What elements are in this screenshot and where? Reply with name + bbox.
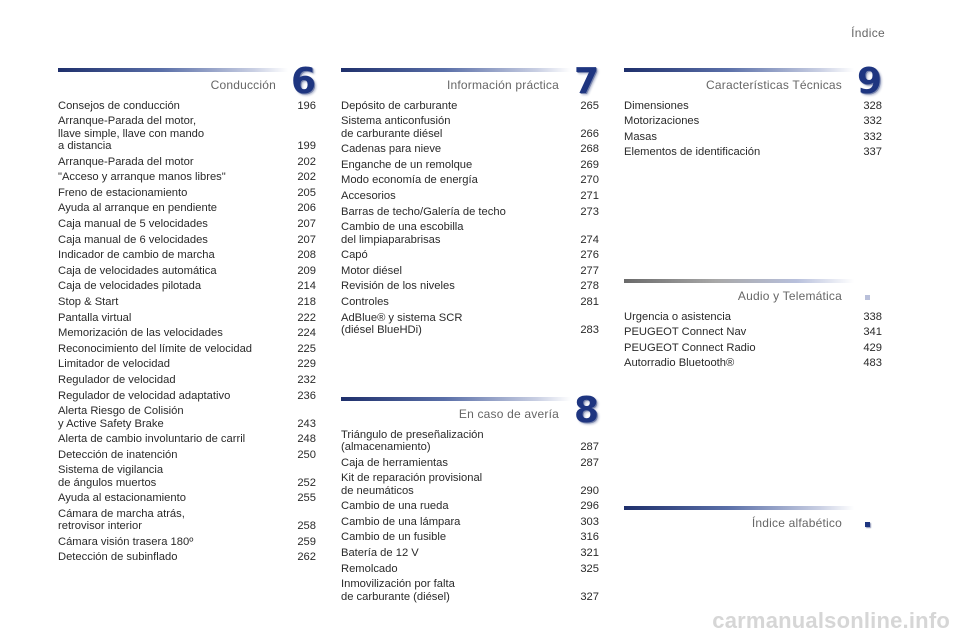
toc-entry-label: Pantalla virtual [58, 311, 132, 324]
toc-entry[interactable] [341, 294, 599, 310]
toc-entry-page: 229 [297, 358, 316, 371]
toc-entry-page: 214 [297, 280, 316, 293]
toc-entry[interactable] [58, 294, 316, 310]
toc-entry[interactable] [341, 577, 599, 605]
toc-entry-page: 262 [297, 551, 316, 564]
toc-entry[interactable] [58, 114, 316, 154]
toc-entry-label: Modo economía de energía [341, 174, 478, 187]
toc-entry-label: AdBlue® y sistema SCR (diésel BlueHDi) [341, 311, 463, 336]
toc-entry[interactable] [624, 129, 882, 145]
toc-entry[interactable] [58, 279, 316, 295]
toc-entry-label: Cambio de una escobilla del limpiaparabrisas [341, 221, 464, 246]
toc-entry[interactable] [624, 309, 882, 325]
toc-entry-label: Caja manual de 5 velocidades [58, 217, 208, 230]
section-conduccion [58, 61, 316, 565]
toc-entry-label: PEUGEOT Connect Nav [624, 326, 747, 339]
toc-entry[interactable] [341, 455, 599, 471]
section-audio [624, 279, 882, 371]
section-bar [58, 68, 288, 72]
toc-entry-label: Ayuda al arranque en pendiente [58, 202, 218, 215]
toc-entry-page: 232 [297, 373, 316, 386]
toc-entry[interactable] [341, 204, 599, 220]
toc-entry-label: Remolcado [341, 562, 398, 575]
toc-entry[interactable] [341, 220, 599, 248]
toc-entry-page: 341 [863, 326, 882, 339]
toc-entry-page: 274 [580, 233, 599, 246]
toc-list [341, 427, 599, 605]
toc-list [624, 98, 882, 160]
toc-entry[interactable] [341, 114, 599, 142]
toc-entry-label: Alerta Riesgo de Colisión y Active Safety Brake [58, 405, 184, 430]
toc-entry-label: Revisión de los niveles [341, 280, 455, 293]
section-bar [624, 68, 854, 72]
toc-entry[interactable] [624, 340, 882, 356]
toc-entry[interactable] [58, 404, 316, 432]
toc-entry-page: 429 [863, 341, 882, 354]
toc-entry-label: Caja manual de 6 velocidades [58, 233, 208, 246]
toc-entry-label: Autorradio Bluetooth® [624, 357, 735, 370]
toc-entry[interactable] [58, 248, 316, 264]
toc-entry-page: 278 [580, 280, 599, 293]
toc-entry[interactable] [58, 463, 316, 491]
toc-entry-page: 287 [580, 441, 599, 453]
toc-entry-label: Caja de velocidades automática [58, 264, 217, 277]
toc-entry-label: Freno de estacionamiento [58, 186, 188, 199]
toc-entry-label: Cámara visión trasera 180º [58, 535, 194, 548]
toc-entry-page: 207 [297, 233, 316, 246]
section-number: 7 [573, 61, 599, 102]
section-number: 8 [573, 390, 599, 431]
toc-entry-label: Caja de herramientas [341, 456, 448, 469]
toc-entry-label: Sistema anticonfusión de carburante diésel [341, 115, 451, 140]
toc-entry[interactable] [58, 232, 316, 248]
toc-entry-label: Arranque-Parada del motor [58, 155, 194, 168]
toc-entry[interactable] [58, 534, 316, 550]
section-title: En caso de avería [458, 407, 559, 421]
toc-entry-page: 258 [297, 520, 316, 533]
toc-entry-label: Cambio de una rueda [341, 500, 449, 513]
toc-entry-page: 196 [297, 99, 316, 112]
watermark: carmanualsonline.info [712, 608, 950, 633]
toc-entry-page: 224 [297, 327, 316, 340]
toc-entry-page: 287 [580, 456, 599, 469]
toc-entry-page: 259 [297, 535, 316, 548]
toc-entry-page: 266 [580, 127, 599, 140]
section-marker-icon [865, 295, 870, 300]
section-bar [341, 68, 571, 72]
toc-entry-label: Consejos de conducción [58, 99, 180, 112]
section-title: Audio y Telemática [737, 289, 842, 303]
toc-entry-label: Barras de techo/Galería de techo [341, 205, 506, 218]
toc-entry-label: Motor diésel [341, 264, 402, 277]
toc-entry-label: Stop & Start [58, 295, 119, 308]
toc-entry-label: Arranque-Parada del motor, llave simple, llave con mando a distancia [58, 115, 205, 152]
toc-entry[interactable] [58, 447, 316, 463]
section-header [341, 61, 599, 102]
toc-entry[interactable] [58, 357, 316, 373]
toc-entry-page: 209 [297, 264, 316, 277]
section-header [624, 506, 882, 536]
section-bar [624, 506, 854, 510]
toc-entry-page: 281 [580, 295, 599, 308]
toc-entry-label: Cámara de marcha atrás, retrovisor interior [58, 507, 185, 533]
toc-entry-page: 222 [297, 311, 316, 324]
section-title: Índice alfabético [751, 516, 842, 530]
toc-entry[interactable] [341, 98, 599, 114]
toc-entry[interactable] [58, 326, 316, 342]
toc-list [58, 98, 316, 565]
toc-entry-page: 273 [580, 205, 599, 218]
toc-entry-page: 252 [297, 476, 316, 489]
toc-entry-page: 276 [580, 249, 599, 262]
toc-entry-page: 248 [297, 433, 316, 446]
section-averia [341, 390, 599, 605]
toc-entry-page: 270 [580, 174, 599, 187]
section-header [624, 61, 882, 102]
toc-entry-page: 269 [580, 158, 599, 171]
toc-entry-label: Memorización de las velocidades [58, 327, 223, 340]
toc-entry[interactable] [58, 491, 316, 507]
toc-entry[interactable] [58, 506, 316, 534]
toc-entry-label: Detección de subinflado [58, 551, 178, 564]
toc-entry-page: 243 [297, 417, 316, 430]
toc-entry[interactable] [58, 263, 316, 279]
toc-entry[interactable] [58, 388, 316, 404]
section-bar [341, 397, 571, 401]
toc-entry-label: PEUGEOT Connect Radio [624, 341, 756, 354]
toc-entry-label: Limitador de velocidad [58, 358, 170, 371]
toc-entry[interactable] [624, 356, 882, 372]
toc-entry-label: Controles [341, 295, 389, 308]
toc-entry-label: Masas [624, 130, 657, 143]
toc-entry[interactable] [58, 170, 316, 186]
toc-entry-page: 268 [580, 143, 599, 156]
toc-entry-page: 325 [580, 562, 599, 575]
section-number: 6 [290, 61, 316, 102]
toc-entry-page: 277 [580, 264, 599, 277]
toc-entry-label: Regulador de velocidad adaptativo [58, 389, 231, 402]
toc-entry-page: 483 [863, 357, 882, 370]
toc-entry-page: 296 [580, 500, 599, 513]
section-marker-icon [865, 522, 870, 527]
toc-entry-label: Inmovilización por falta de carburante (diésel) [341, 578, 455, 603]
toc-entry[interactable] [624, 114, 882, 130]
toc-entry-label: Sistema de vigilancia de ángulos muertos [58, 464, 164, 489]
toc-entry[interactable] [58, 550, 316, 566]
toc-entry-label: Cambio de una lámpara [341, 515, 461, 528]
toc-entry-page: 236 [297, 389, 316, 402]
toc-entry-page: 337 [863, 146, 882, 159]
toc-entry-page: 206 [297, 202, 316, 215]
toc-entry[interactable] [341, 514, 599, 530]
toc-entry[interactable] [58, 154, 316, 170]
toc-entry-label: Reconocimiento del límite de velocidad [58, 342, 253, 355]
toc-entry-label: Cambio de un fusible [341, 531, 447, 544]
toc-entry-label: Detección de inatención [58, 448, 178, 461]
toc-entry-page: 328 [863, 99, 882, 112]
toc-entry-label: Dimensiones [624, 99, 689, 112]
toc-entry[interactable] [624, 325, 882, 341]
toc-entry-label: Batería de 12 V [341, 546, 419, 559]
toc-entry[interactable] [341, 530, 599, 546]
toc-entry[interactable] [58, 432, 316, 448]
toc-entry-page: 255 [297, 492, 316, 505]
toc-entry-label: Indicador de cambio de marcha [58, 249, 215, 262]
toc-entry[interactable] [58, 310, 316, 326]
toc-entry-label: "Acceso y arranque manos libres" [58, 171, 226, 184]
toc-entry-page: 208 [297, 249, 316, 262]
toc-entry[interactable] [624, 98, 882, 114]
section-title: Conducción [210, 78, 276, 92]
toc-entry-page: 338 [863, 310, 882, 323]
toc-entry[interactable] [624, 145, 882, 161]
toc-entry[interactable] [58, 341, 316, 357]
toc-entry-label: Urgencia o asistencia [624, 310, 731, 323]
toc-entry-label: Depósito de carburante [341, 99, 458, 112]
section-header [341, 390, 599, 431]
toc-entry[interactable] [58, 185, 316, 201]
section-header [58, 61, 316, 102]
toc-entry[interactable] [341, 310, 599, 338]
toc-entry-page: 199 [297, 140, 316, 152]
toc-entry-page: 332 [863, 115, 882, 128]
toc-entry-page: 205 [297, 186, 316, 199]
toc-entry-page: 250 [297, 448, 316, 461]
toc-list [624, 309, 882, 371]
toc-entry-label: Regulador de velocidad [58, 373, 176, 386]
section-title: Características Técnicas [706, 78, 842, 92]
toc-entry-page: 225 [297, 342, 316, 355]
toc-entry-page: 327 [580, 590, 599, 603]
toc-entry[interactable] [341, 188, 599, 204]
section-informacion [341, 61, 599, 338]
toc-entry[interactable] [341, 545, 599, 561]
toc-entry[interactable] [341, 248, 599, 264]
toc-entry[interactable] [341, 173, 599, 189]
toc-entry[interactable] [341, 263, 599, 279]
toc-entry-page: 290 [580, 484, 599, 497]
toc-entry-page: 207 [297, 217, 316, 230]
toc-entry[interactable] [341, 499, 599, 515]
section-alfabetico [624, 506, 882, 536]
toc-entry-label: Motorizaciones [624, 115, 700, 128]
toc-entry[interactable] [341, 157, 599, 173]
toc-entry[interactable] [341, 142, 599, 158]
toc-entry-label: Triángulo de preseñalización (almacenamiento) [341, 428, 484, 453]
toc-entry-label: Caja de velocidades pilotada [58, 280, 202, 293]
toc-entry-label: Kit de reparación provisional de neumáticos [341, 472, 483, 497]
toc-entry-page: 316 [580, 531, 599, 544]
section-header [624, 279, 882, 309]
toc-entry-page: 332 [863, 130, 882, 143]
toc-entry-page: 202 [297, 155, 316, 168]
toc-list [341, 98, 599, 338]
toc-entry[interactable] [58, 98, 316, 114]
toc-entry[interactable] [341, 561, 599, 577]
toc-entry[interactable] [58, 201, 316, 217]
toc-entry-label: Alerta de cambio involuntario de carril [58, 433, 246, 446]
toc-entry[interactable] [58, 216, 316, 232]
section-bar [624, 279, 854, 283]
toc-entry-label: Elementos de identificación [624, 146, 761, 159]
toc-entry-label: Cadenas para nieve [341, 143, 442, 156]
section-number: 9 [856, 61, 882, 102]
toc-entry-label: Enganche de un remolque [341, 158, 473, 171]
toc-entry-label: Capó [341, 249, 368, 262]
toc-entry[interactable] [58, 372, 316, 388]
toc-entry-page: 283 [580, 323, 599, 336]
page-label: Índice [851, 26, 885, 40]
toc-entry-page: 218 [297, 295, 316, 308]
section-tecnicas [624, 61, 882, 160]
toc-entry[interactable] [341, 471, 599, 499]
toc-entry-label: Ayuda al estacionamiento [58, 492, 186, 505]
toc-entry-page: 271 [580, 189, 599, 202]
toc-entry[interactable] [341, 279, 599, 295]
toc-entry-page: 303 [580, 515, 599, 528]
toc-entry-page: 202 [297, 171, 316, 184]
toc-entry-page: 265 [580, 99, 599, 112]
section-title: Información práctica [446, 78, 559, 92]
toc-entry-page: 321 [580, 546, 599, 559]
toc-entry[interactable] [341, 427, 599, 455]
toc-entry-label: Accesorios [341, 189, 396, 202]
